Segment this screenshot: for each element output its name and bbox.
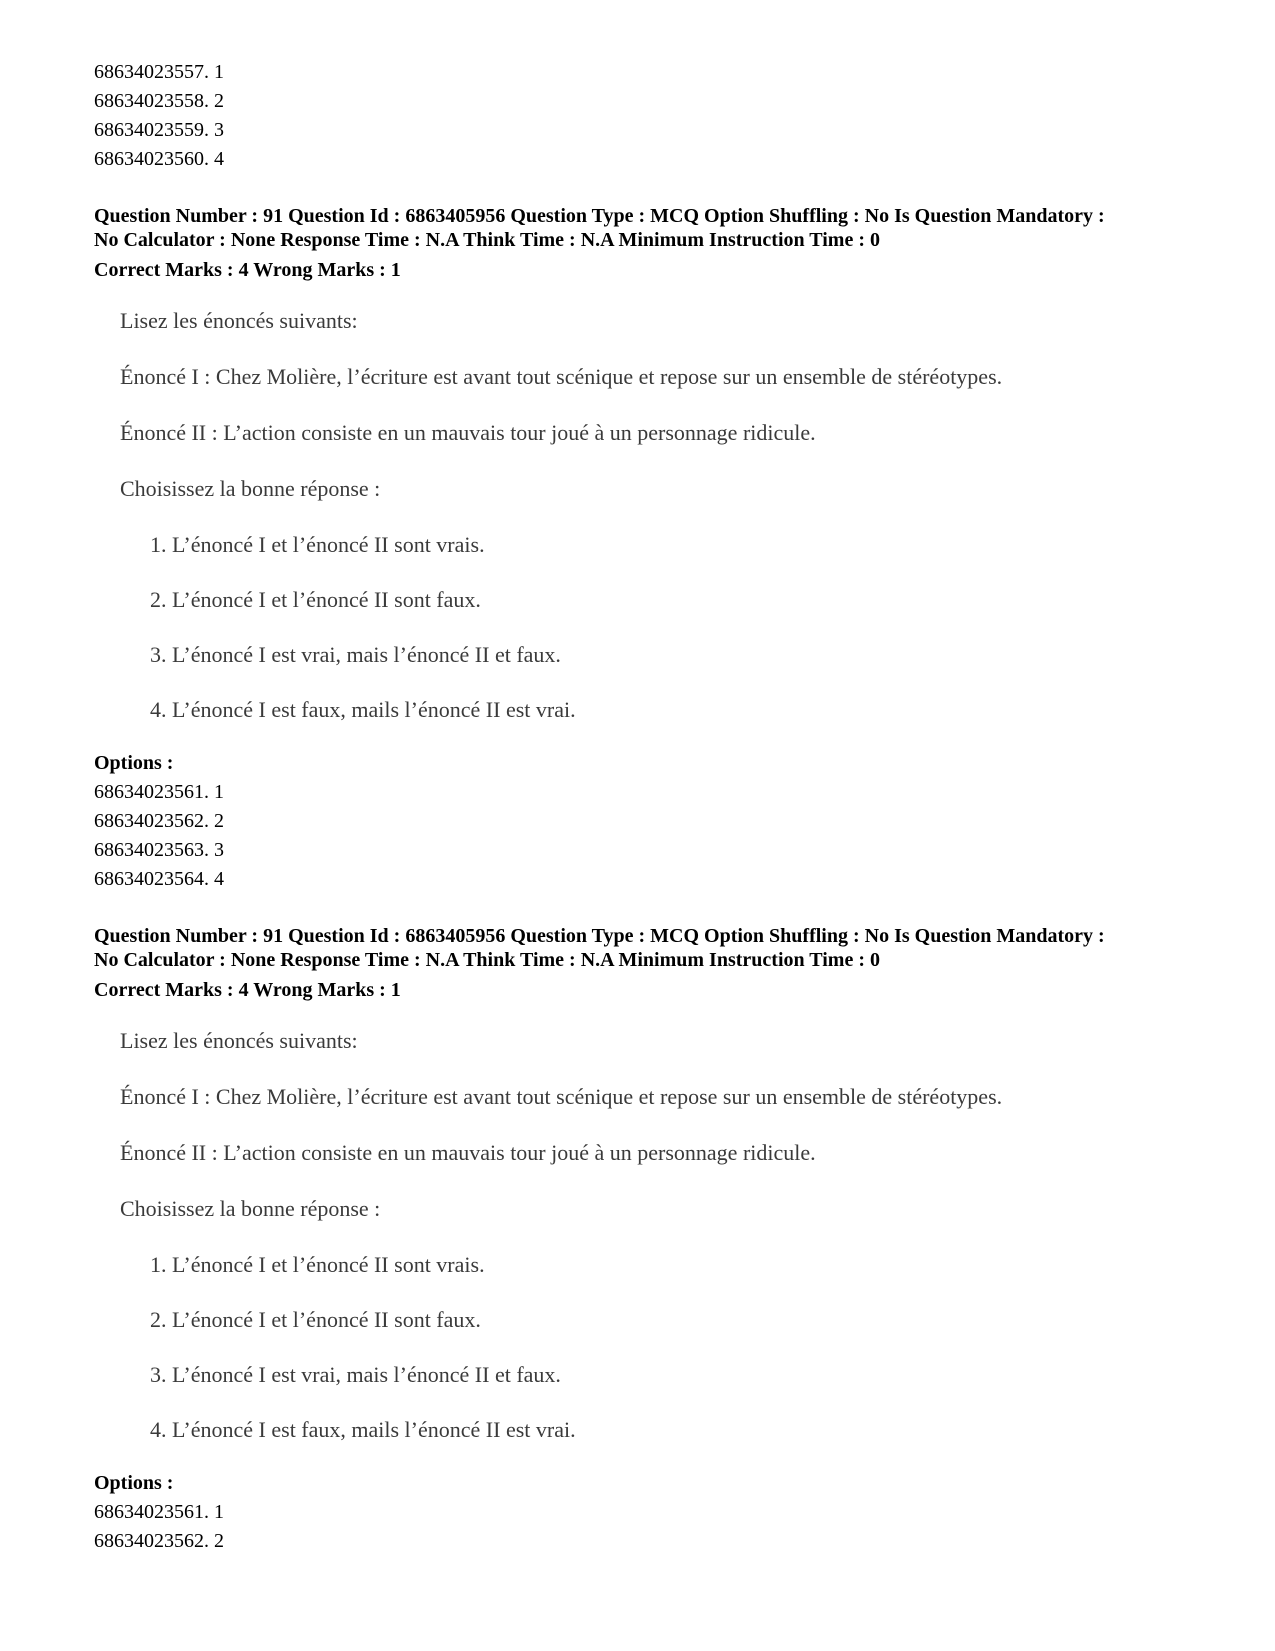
question-block (94, 924, 1194, 1556)
question-block (94, 204, 1194, 894)
options-label: Options : (94, 1472, 174, 1494)
option-line: 68634023558. 2 (94, 90, 224, 112)
metadata-line: No Calculator : None Response Time : N.A Think Time : N.A Minimum Instruction Time : 0 (94, 949, 880, 971)
question-metadata (94, 924, 1194, 972)
choice-item: 4. L’énoncé I est faux, mails l’énoncé II est vrai. (150, 1417, 576, 1442)
options-label: Options : (94, 752, 174, 774)
metadata-line: No Calculator : None Response Time : N.A Think Time : N.A Minimum Instruction Time : 0 (94, 229, 880, 251)
choice-item: 2. L’énoncé I et l’énoncé II sont faux. (150, 1307, 481, 1332)
top-options-list (94, 58, 1194, 174)
choice-item: 3. L’énoncé I est vrai, mais l’énoncé II et faux. (150, 1362, 561, 1387)
answer-prompt: Choisissez la bonne réponse : (120, 476, 381, 501)
metadata-line: Question Number : 91 Question Id : 6863405956 Question Type : MCQ Option Shuffling : No Is Question Mandatory : (94, 925, 1105, 947)
choice-item: 4. L’énoncé I est faux, mails l’énoncé II est vrai. (150, 697, 576, 722)
option-line: 68634023564. 4 (94, 868, 224, 890)
option-line: 68634023561. 1 (94, 1501, 224, 1523)
marks-line: Correct Marks : 4 Wrong Marks : 1 (94, 979, 401, 1001)
question-metadata (94, 204, 1194, 252)
question-text (120, 1013, 1194, 1457)
marks-line: Correct Marks : 4 Wrong Marks : 1 (94, 259, 401, 281)
option-line: 68634023557. 1 (94, 61, 224, 83)
options-list (94, 1498, 1194, 1556)
choice-item: 1. L’énoncé I et l’énoncé II sont vrais. (150, 1252, 485, 1277)
option-line: 68634023563. 3 (94, 839, 224, 861)
option-line: 68634023562. 2 (94, 810, 224, 832)
option-line: 68634023561. 1 (94, 781, 224, 803)
statement-2: Énoncé II : L’action consiste en un mauvais tour joué à un personnage ridicule. (120, 420, 816, 445)
statement-2: Énoncé II : L’action consiste en un mauvais tour joué à un personnage ridicule. (120, 1140, 816, 1165)
question-text (120, 293, 1194, 737)
choice-item: 1. L’énoncé I et l’énoncé II sont vrais. (150, 532, 485, 557)
question-intro: Lisez les énoncés suivants: (120, 308, 358, 333)
statement-1: Énoncé I : Chez Molière, l’écriture est avant tout scénique et repose sur un ensemble de stéréotypes. (120, 1084, 1003, 1109)
option-line: 68634023562. 2 (94, 1530, 224, 1552)
option-line: 68634023560. 4 (94, 148, 224, 170)
option-line: 68634023559. 3 (94, 119, 224, 141)
answer-prompt: Choisissez la bonne réponse : (120, 1196, 381, 1221)
metadata-line: Question Number : 91 Question Id : 6863405956 Question Type : MCQ Option Shuffling : No Is Question Mandatory : (94, 205, 1105, 227)
options-list (94, 778, 1194, 894)
choice-item: 3. L’énoncé I est vrai, mais l’énoncé II et faux. (150, 642, 561, 667)
statement-1: Énoncé I : Chez Molière, l’écriture est avant tout scénique et repose sur un ensemble de stéréotypes. (120, 364, 1003, 389)
choice-item: 2. L’énoncé I et l’énoncé II sont faux. (150, 587, 481, 612)
question-intro: Lisez les énoncés suivants: (120, 1028, 358, 1053)
document-page (94, 58, 1194, 1556)
